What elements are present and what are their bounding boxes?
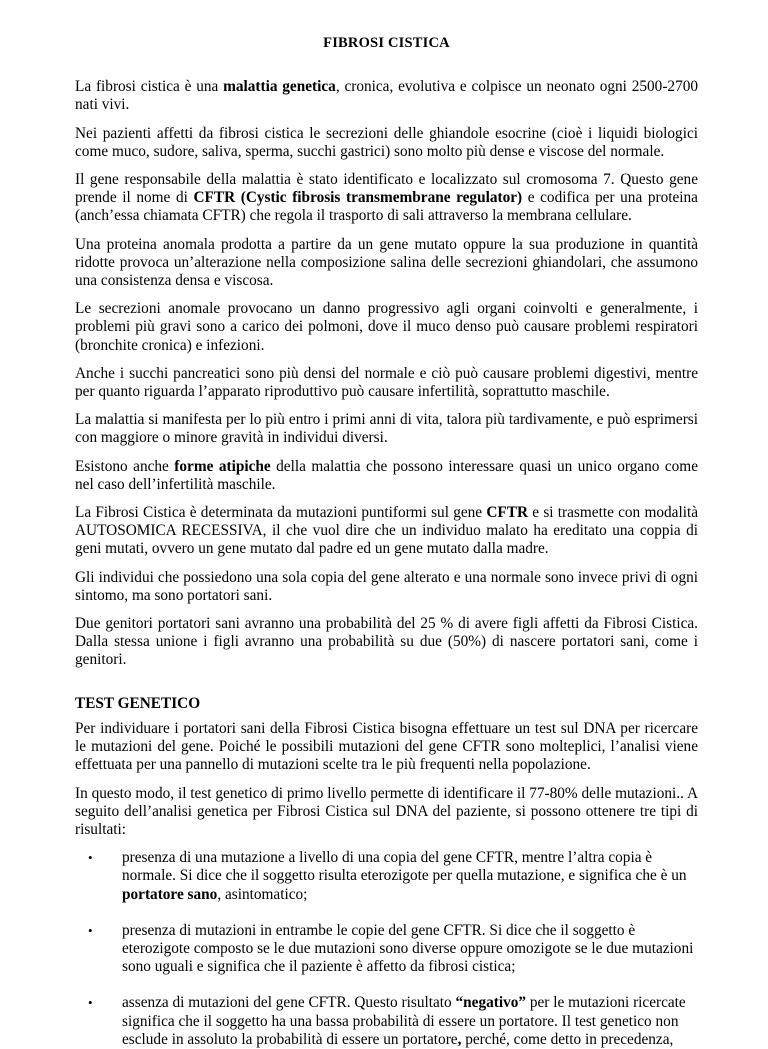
text-run: Per individuare i portatori sani della Fibrosi Cistica bisogna effettuare un test sul DNA per ricercare le mutazioni del gene. Poiché le possibili mutazioni del gene CFTR sono molteplici, l’analisi viene effettuata per una pannello di mutazioni scelte tra le più frequenti nella popolazione. [75,719,698,774]
text-run: perché, come detto in precedenza, [461,1030,674,1048]
text-run: Anche i succhi pancreatici sono più densi del normale e ciò può causare problemi digestivi, mentre per quanto riguarda l’apparato riproduttivo può causare infertilità, soprattutto maschile. [75,364,698,401]
bold-text: malattia genetica [223,78,336,96]
text-run: per le mutazioni ricercate significa che il soggetto ha una bassa probabilità di essere un portatore. Il test genetico non esclude in assoluto la probabilità di essere un portatore [122,994,686,1048]
text-run: , asintomatico; [217,885,308,903]
paragraph-p8 [75,458,698,494]
bullet-icon: • [88,850,93,866]
paragraph-p7 [75,411,698,447]
paragraph-p3 [75,171,698,226]
text-run: , cronica, evolutiva e colpisce un neonato ogni 2500-2700 nati vivi. [75,78,699,114]
paragraph-p9 [75,504,698,559]
paragraph-t1 [75,720,698,775]
test-section-body [75,720,698,839]
bold-text: , [457,1030,462,1048]
bold-text: portatore sano [122,885,218,903]
text-run: presenza di una mutazione a livello di una copia del gene CFTR, mentre l’altra copia è normale. Si dice che il soggetto risulta eterozigote per quella mutazione, e significa che è un [122,849,687,885]
list-item-r1 [75,849,698,904]
bullet-icon: • [88,922,93,938]
bold-text: CFTR (Cystic fibrosis transmembrane regulator) [193,189,523,207]
paragraph-p1 [75,78,698,114]
text-run: Nei pazienti affetti da fibrosi cistica le secrezioni delle ghiandole esocrine (cioè i liquidi biologici come muco, sudore, saliva, sperma, succhi gastrici) sono molto più dense e viscose del normale. [75,124,698,160]
bold-text: CFTR [486,504,529,522]
text-run: La fibrosi cistica è una [75,78,224,96]
paragraph-p10 [75,569,698,605]
text-run: assenza di mutazioni del gene CFTR. Questo risultato [122,994,456,1012]
text-run: e si trasmette con modalità AUTOSOMICA RECESSIVA, il che vuol dire che un individuo malato ha ereditato una coppia di geni mutati, ovvero un gene mutato dal padre ed un gene mutato dalla madre. [75,504,698,558]
document-title: FIBROSI CISTICA [323,35,450,51]
text-run: Le secrezioni anomale provocano un danno progressivo agli organi coinvolti e generalmente, i problemi più gravi sono a carico dei polmoni, dove il muco denso può causare problemi respiratori (bronchite cronica) e infezioni. [75,300,698,354]
paragraph-p11 [75,615,698,670]
list-item-r2 [75,922,698,977]
results-list [75,849,698,1049]
paragraph-t2 [75,785,698,840]
paragraph-p4 [75,236,698,291]
section-heading-test-genetico: TEST GENETICO [75,694,201,712]
text-run: La Fibrosi Cistica è determinata da mutazioni puntiformi sul gene [75,504,487,522]
text-run: La malattia si manifesta per lo più entro i primi anni di vita, talora più tardivamente, e può esprimersi con maggiore o minore gravità in individui diversi. [75,411,698,447]
intro-section [75,78,698,669]
text-run: Esistono anche [75,457,175,475]
text-run: In questo modo, il test genetico di primo livello permette di identificare il 77-80% delle mutazioni.. A seguito dell’analisi genetica per Fibrosi Cistica sul DNA del paziente, si possono ottenere tre tipi di risultati: [75,784,698,838]
text-run: Gli individui che possiedono una sola copia del gene alterato e una normale sono invece privi di ogni sintomo, ma sono portatori sani. [75,568,698,604]
text-run: Una proteina anomala prodotta a partire da un gene mutato oppure la sua produzione in quantità ridotte provoca un’alterazione nella composizione salina delle secrezioni ghiandolari, che assumono una consistenza densa e viscosa. [75,235,698,290]
paragraph-p5 [75,300,698,355]
text-run: e codifica per una proteina (anch’essa chiamata CFTR) che regola il trasporto di sali attraverso la membrana cellulare. [75,189,698,225]
paragraph-p6 [75,365,698,401]
list-item-r3 [75,994,698,1049]
text-run: della malattia che possono interessare quasi un unico organo come nel caso dell’infertilità maschile. [75,457,698,493]
bullet-icon: • [88,995,93,1011]
text-run: Il gene responsabile della malattia è stato identificato e localizzato sul cromosoma 7. Questo gene prende il nome di [75,171,698,207]
bold-text: “negativo” [455,994,527,1012]
text-run: Due genitori portatori sani avranno una probabilità del 25 % di avere figli affetti da Fibrosi Cistica. Dalla stessa unione i figli avranno una probabilità su due (50%) di nascere portatori sani, come i genitori. [75,615,698,669]
bold-text: forme atipiche [174,457,271,475]
text-run: presenza di mutazioni in entrambe le copie del gene CFTR. Si dice che il soggetto è eterozigote composto se le due mutazioni sono diverse oppure omozigote se le due mutazioni sono uguali e significa che il paziente è affetto da fibrosi cistica; [122,921,694,976]
paragraph-p2 [75,125,698,161]
